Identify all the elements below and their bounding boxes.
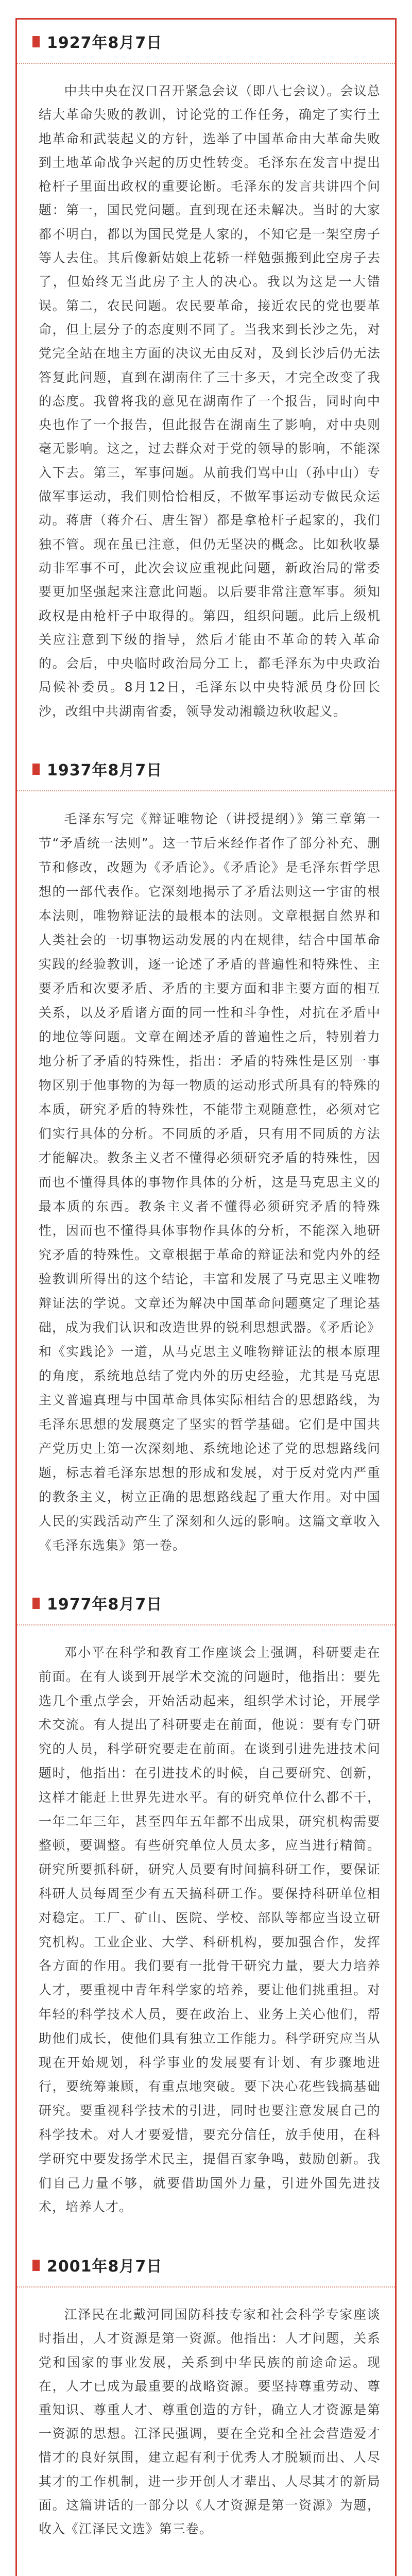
entry-date: 1977年8月7日 [47,1596,163,1614]
history-today-frame [15,18,397,2576]
entry-header [17,747,395,791]
history-entry [17,2243,395,2562]
entry-date: 2001年8月7日 [47,2258,163,2276]
entry-text: 邓小平在科学和教育工作座谈会上强调，科研要走在前面。在有人谈到开展学术交流的问题时，他指出：要先选几个重点学会，开始活动起来，组织学术讨论，开展学术交流。有人提出了科研要走在前面，他说：要有专门研究的人员，科学研究要走在前面。在谈到引进先进技术问题时，他指出：在引进技术的时候，自己要研究、创新，这样才能赶上世界先进水平。有的研究单位什么都不干，一年二年三年，甚至四年五年都不出成果，研究机构需要整顿，要调整。有些研究单位人员太多，应当进行精简。研究所要抓科研，研究人员要有时间搞科研工作，要保证科研人员每周至少有五天搞科研工作。要保持科研单位相对稳定。工厂、矿山、医院、学校、部队等都应当设立研究机构。工业企业、大学、科研机构，要加强合作，发挥各方面的作用。我们要有一批骨干研究力量，要大力培养人才，要重视中青年科学家的培养，要让他们挑重担。对年轻的科学技术人员，要在政治上、业务上关心他们，帮助他们成长，使他们具有独立工作能力。科学研究应当从现在开始规划，科学事业的发展要有计划、有步骤地进行，要统筹兼顾，有重点地突破。要下决心花些钱搞基础研究。要重视科学技术的引进，同时也要注意发展自己的科学技术。对人才要爱惜，要充分信任，放手使用，在科学研究中要发扬学术民主，提倡百家争鸣，鼓励创新。我们自己力量不够，就要借助国外力量，引进外国先进技术，培养人才。 [39,1645,381,2215]
entry-text: 毛泽东写完《辩证唯物论（讲授提纲）》第三章第一节“矛盾统一法则”。这一节后来经作者作了部分补充、删节和修改，改题为《矛盾论》。《矛盾论》是毛泽东哲学思想的一部代表作。它深刻地揭示了矛盾法则这一宇宙的根本法则，唯物辩证法的最根本的法则。文章根据自然界和人类社会的一切事物运动发展的内在规律，结合中国革命实践的经验教训，逐一论述了矛盾的普遍性和特殊性、主要矛盾和次要矛盾、矛盾的主要方面和非主要方面的相互关系，以及矛盾诸方面的同一性和斗争性，对抗在矛盾中的地位等问题。文章在阐述矛盾的普遍性之后，特别着力地分析了矛盾的特殊性，指出：矛盾的特殊性是区别一事物区别于他事物的为每一物质的运动形式所具有的特殊的本质，研究矛盾的特殊性，不能带主观随意性，必须对它们实行具体的分析。不同质的矛盾，只有用不同质的方法才能解决。教条主义者不懂得必须研究矛盾的特殊性，因而也不懂得具体的事物作具体的分析，这是马克思主义的最本质的东西。教条主义者不懂得必须研究矛盾的特殊性，因而也不懂得具体事物作具体的分析，不能深入地研究矛盾的特殊性。文章根据于革命的辩证法和党内外的经验教训所得出的这个结论，丰富和发展了马克思主义唯物辩证法的学说。文章还为解决中国革命问题奠定了理论基础，成为我们认识和改造世界的锐利思想武器。《矛盾论》和《实践论》一道，从马克思主义唯物辩证法的根本原理的角度，系统地总结了党内外的历史经验，尤其是马克思主义普遍真理与中国革命具体实际相结合的思想路线，为毛泽东思想的发展奠定了坚实的哲学基础。它们是中国共产党历史上第一次深刻地、系统地论述了党的思想路线问题，标志着毛泽东思想的形成和发展，对于反对党内严重的教条主义，树立正确的思想路线起了重大作用。对中国人民的实践活动产生了深刻和久远的影响。这篇文章收入《毛泽东选集》第一卷。 [39,811,381,1553]
entry-date: 1927年8月7日 [47,34,163,52]
entry-text: 江泽民在北戴河同国防科技专家和社会科学专家座谈时指出，人才资源是第一资源。他指出：人才问题，关系党和国家的事业发展，关系到中华民族的前途命运。现在，人才已成为最重要的战略资源。要坚持尊重劳动、尊重知识、尊重人才、尊重创造的方针，确立人才资源是第一资源的思想。江泽民强调，要在全党和全社会营造爱才惜才的良好氛围，建立起有利于优秀人才脱颖而出、人尽其才的工作机制，进一步开创人才辈出、人尽其才的新局面。这篇讲话的一部分以《人才资源是第一资源》为题，收入《江泽民文选》第三卷。 [39,2307,381,2536]
history-entry [17,1581,395,2240]
history-entry [17,20,395,744]
history-entry [17,747,395,1578]
entry-text: 中共中央在汉口召开紧急会议（即八七会议）。会议总结大革命失败的教训，讨论党的工作任务，确定了实行土地革命和武装起义的方针，选举了中国革命由大革命失败到土地革命战争兴起的历史性转变。毛泽东在发言中提出枪杆子里面出政权的重要论断。毛泽东的发言共讲四个问题：第一，国民党问题。直到现在还未解决。当时的大家都不明白，都以为国民党是人家的，不知它是一架空房子等人去住。其后像新姑娘上花轿一样勉强搬到此空房子去了，但始终无当此房子主人的决心。我以为这是一大错误。第二，农民问题。农民要革命，接近农民的党也要革命，但上层分子的态度则不同了。当我来到长沙之先，对党完全站在地主方面的决议无由反对，及到长沙后仍无法答复此问题，直到在湖南住了三十多天，才完全改变了我的态度。我曾将我的意见在湖南作了一个报告，同时向中央也作了一个报告，但此报告在湖南生了影响，对中央则毫无影响。这之，过去群众对于党的领导的影响，不能深入下去。第三，军事问题。从前我们骂中山（孙中山）专做军事运动，我们则恰恰相反，不做军事运动专做民众运动。蒋唐（蒋介石、唐生智）都是拿枪杆子起家的，我们独不管。现在虽已注意，但仍无坚决的概念。比如秋收暴动非军事不可，此次会议应重视此问题，新政治局的常委要更加坚强起来注意此问题。以后要非常注意军事。须知政权是由枪杆子中取得的。第四，组织问题。此后上级机关应注意到下级的指导，然后才能由不革命的转入革命的。会后，中央临时政治局分工上，都毛泽东为中央政治局候补委员。8月12日，毛泽东以中央特派员身份回长沙，改组中共湖南省委，领导发动湘赣边秋收起义。 [39,83,381,719]
entry-header [17,20,395,64]
entry-date: 1937年8月7日 [47,761,163,780]
entry-header [17,2243,395,2287]
entry-header [17,1581,395,1625]
